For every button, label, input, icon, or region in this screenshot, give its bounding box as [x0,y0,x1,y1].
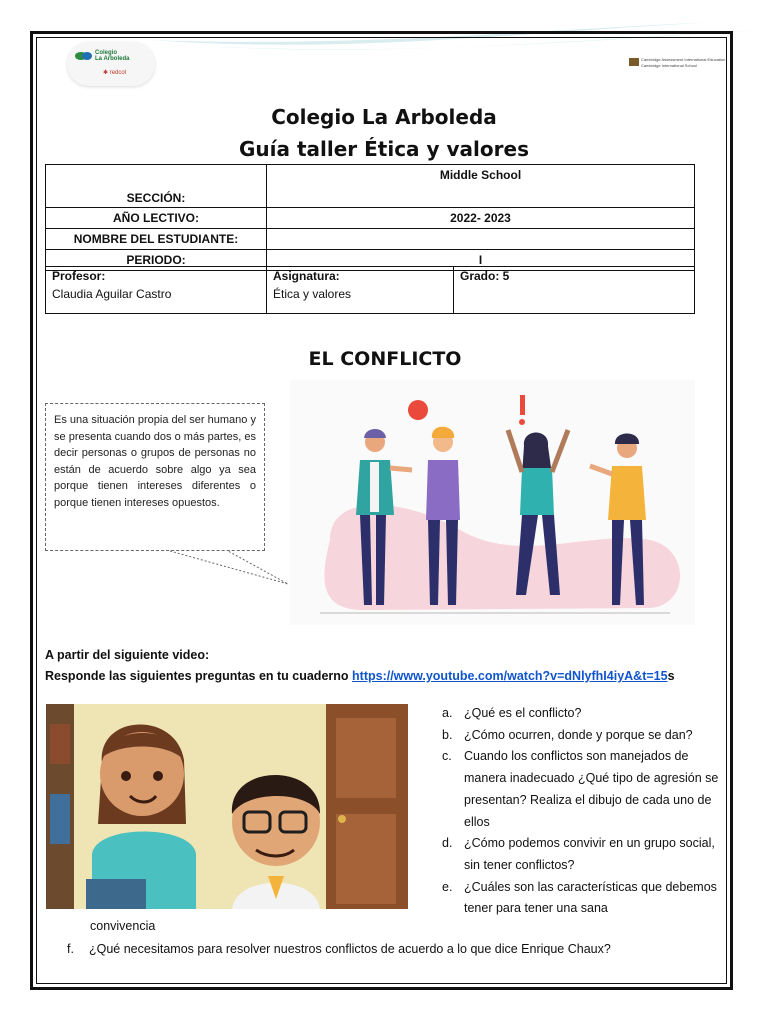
question-letter: f. [67,942,74,956]
grado-cell [454,267,695,314]
question-item [442,746,722,833]
cambridge-line1: Cambridge Assessment [641,57,684,62]
profesor-cell [46,267,267,314]
cambridge-line2: International Education [684,57,726,62]
question-text: ¿Cómo podemos convivir en un grupo social, sin tener conflictos? [464,836,715,872]
video-link[interactable]: https://www.youtube.com/watch?v=dNlyfhI4iyA&t=15 [352,669,668,683]
question-item [442,833,722,876]
table-row [46,229,695,250]
ano-lectivo-label: AÑO LECTIVO: [46,208,267,229]
question-text: Cuando los conflictos son manejados de manera inadecuado ¿Qué tipo de agresión se presentan? Realiza el dibujo de cada uno de ellos [464,749,719,829]
link-suffix: s [667,669,675,683]
table-row [46,267,695,314]
questions-list [442,703,722,920]
redcol-star-icon: ✱ [103,70,109,76]
question-item [442,877,722,920]
question-letter: b. [442,727,453,742]
question-letter: a. [442,706,453,720]
logo-redcol-text: redcol [109,70,127,76]
periodo-value: I [267,250,695,271]
school-logo [67,42,155,86]
logo-school-line1: Colegio [95,50,117,56]
course-info-table [45,266,695,314]
instruction-prefix: Responde las siguientes preguntas en tu cuaderno [45,669,353,683]
seccion-value: Middle School [267,165,695,208]
nombre-estudiante-value[interactable] [267,229,695,250]
profesor-value: Claudia Aguilar Castro [52,287,172,301]
nombre-estudiante-label: NOMBRE DEL ESTUDIANTE: [46,229,267,250]
cambridge-line3: Cambridge International School [641,63,698,68]
school-title: Colegio La Arboleda [271,105,497,129]
question-text: ¿Cómo ocurren, donde y porque se dan? [464,727,693,742]
question-e-continuation: convivencia [90,919,156,933]
question-text: ¿Cuáles son las características que debemos tener para tener una sana [464,879,717,916]
question-text: ¿Qué necesitamos para resolver nuestros conflictos de acuerdo a lo que dice Enrique Chaux? [89,942,611,956]
student-info-table [45,164,695,271]
profesor-label: Profesor: [52,269,106,283]
grado-label: Grado: 5 [460,269,510,283]
cambridge-crest-icon [629,58,639,66]
seccion-label: SECCIÓN: [46,165,267,208]
asignatura-label: Asignatura: [273,269,340,283]
question-letter: e. [442,879,453,894]
question-letter: c. [442,749,452,764]
question-item [442,725,722,747]
video-thumbnail[interactable] [46,704,408,909]
instruction-line1: A partir del siguiente video: [45,648,210,662]
tree-logo-icon [75,51,93,61]
bubble-tail [170,548,290,588]
logo-school-line2: La Arboleda [95,56,130,62]
guide-title: Guía taller Ética y valores [239,137,529,161]
ano-lectivo-value: 2022- 2023 [267,208,695,229]
question-letter: d. [442,836,453,851]
definition-bubble: Es una situación propia del ser humano y se presenta cuando dos o más partes, es decir personas o grupos de personas no están de acuerdo sobre algo ya sea porque tienen intereses diferentes o porque tienen intereses opuestos. [45,403,265,551]
table-row [46,165,695,208]
asignatura-value: Ética y valores [273,287,352,301]
question-text: ¿Qué es el conflicto? [464,706,582,720]
table-row [46,208,695,229]
periodo-label: PERIODO: [46,250,267,271]
question-item [442,703,722,725]
cambridge-logo [629,57,726,71]
section-title: EL CONFLICTO [308,348,462,370]
question-item-f [67,942,611,956]
conflict-illustration [290,380,695,625]
asignatura-cell [267,267,454,314]
instruction-line2 [45,669,675,683]
